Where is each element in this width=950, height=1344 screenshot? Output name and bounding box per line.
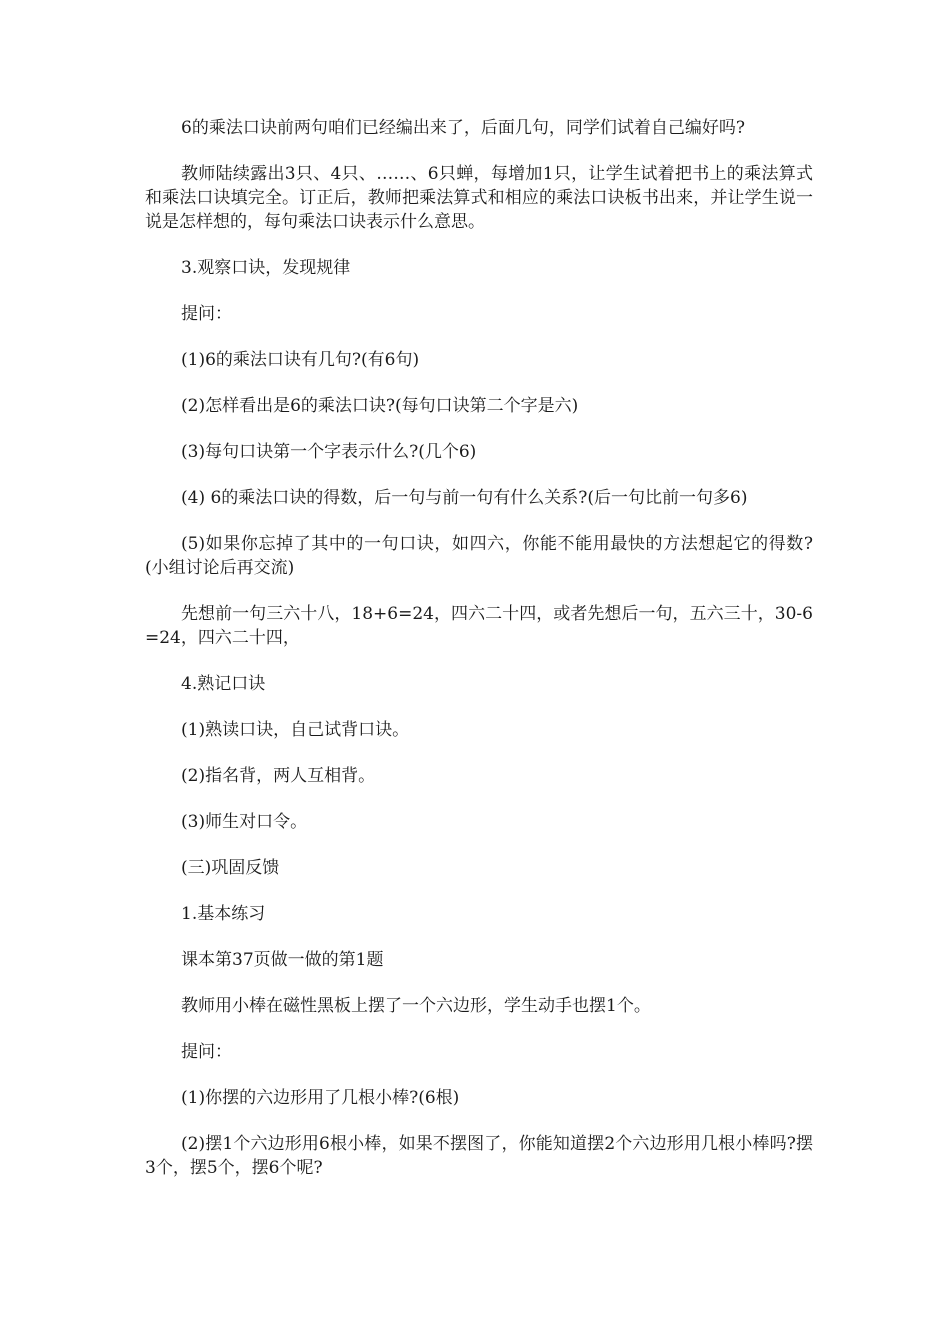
question-item: (2)摆1个六边形用6根小棒，如果不摆图了，你能知道摆2个六边形用几根小棒吗?摆3个，摆5个，摆6个呢? (145, 1134, 813, 1178)
question-item: (4) 6的乘法口诀的得数，后一句与前一句有什么关系?(后一句比前一句多6) (181, 488, 748, 508)
paragraph: 课本第37页做一做的第1题 (181, 950, 384, 970)
list-item: (3)师生对口令。 (181, 812, 308, 832)
question-item: (1)你摆的六边形用了几根小棒?(6根) (181, 1088, 460, 1108)
list-item: (1)熟读口诀，自己试背口诀。 (181, 720, 410, 740)
paragraph: 提问： (181, 304, 232, 324)
question-item: (2)怎样看出是6的乘法口诀?(每句口诀第二个字是六) (181, 396, 579, 416)
section-heading: 1.基本练习 (181, 904, 266, 924)
paragraph: 教师用小棒在磁性黑板上摆了一个六边形，学生动手也摆1个。 (181, 996, 651, 1016)
paragraph: 6的乘法口诀前两句咱们已经编出来了，后面几句，同学们试着自己编好吗? (181, 118, 745, 138)
paragraph: 提问： (181, 1042, 232, 1062)
question-item: (5)如果你忘掉了其中的一句口诀，如四六，你能不能用最快的方法想起它的得数?(小组讨论后再交流) (145, 534, 813, 578)
document-body (145, 116, 813, 1202)
paragraph: 教师陆续露出3只、4只、……、6只蝉，每增加1只，让学生试着把书上的乘法算式和乘法口诀填完全。订正后，教师把乘法算式和相应的乘法口诀板书出来，并让学生说一说是怎样想的，每句乘法口诀表示什么意思。 (145, 164, 813, 232)
section-heading: 4.熟记口诀 (181, 674, 266, 694)
question-item: (3)每句口诀第一个字表示什么?(几个6) (181, 442, 477, 462)
paragraph: 先想前一句三六十八，18+6=24，四六二十四，或者先想后一句，五六三十，30-6=24，四六二十四， (145, 604, 813, 648)
list-item: (2)指名背，两人互相背。 (181, 766, 376, 786)
section-heading: (三)巩固反馈 (181, 858, 280, 878)
question-item: (1)6的乘法口诀有几句?(有6句) (181, 350, 420, 370)
section-heading: 3.观察口诀，发现规律 (181, 258, 351, 278)
